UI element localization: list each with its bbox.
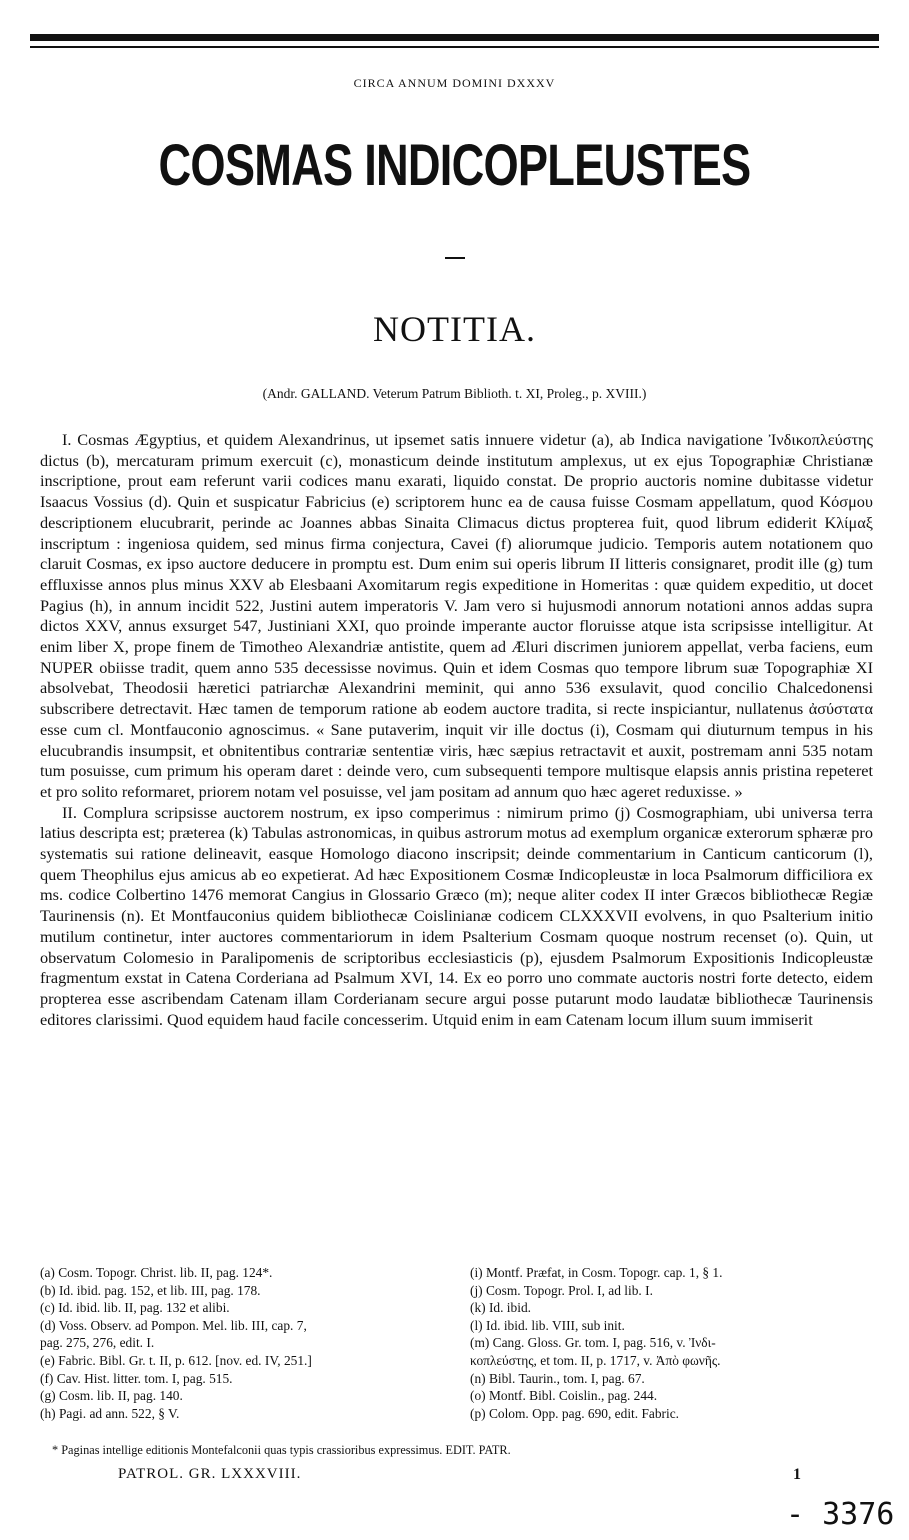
paragraph-2: II. Complura scripsisse auctorem nostrum, ex ipso comperimus : nimirum primo (j) Cosmographiam, ubi universa terra latius descripta est; præterea (k) Tabulas astronomicas, in quibus astrorum motus ad exemplum organicæ exterorum sphæræ pro systematis sui ratione delineavit, easque Homologo diacono inscripsit; deinde commentarium in Canticum canticorum (l), quem Theophilus ejus amicus ab eo expetierat. Ad hæc Expositionem Cosmæ Indicopleustæ in loca Psalmorum difficiliora ex ms. codice Colbertino 1476 memorat Cangius in Glossario Græco (m); neque aliter codex II inter Græcos bibliothecæ Regiæ Taurinensis (n). Et Montfauconius quidem bibliothecæ Coislinianæ codicem CLXXXVII evolvens, in quo Psalterium initio mutilum continetur, inter auctores commentariorum in idem Psalterium Cosmam quoque nostrum recenset (o). Quin, ut observatum Colomesio in Paralipomenis de scriptoribus ecclesiasticis (p), ejusdem Psalmorum Expositionis Indicopleustæ fragmentum exstat in Catena Corderiana ad Psalmum XVI, 14. Ex eo porro uno commate auctoris nostri forte detecto, eidem propterea esse ascribendam Catenam illam Corderianam secure argui posse putarunt modo laudatæ bibliothecæ Taurinensis editores clarissimi. Quod equidem haud facile concesserim. Utquid enim in eam Catenam locum illum suum immiserit xyxy=(40,802,873,1029)
editorial-footnote: * Paginas intellige editionis Montefalconii quas typis crassioribus expressimus. EDIT. PATR. xyxy=(52,1443,511,1457)
footnote: (o) Montf. Bibl. Coislin., pag. 244. xyxy=(470,1388,658,1404)
footnote: (f) Cav. Hist. litter. tom. I, pag. 515. xyxy=(40,1370,233,1386)
footnote: (m) Cang. Gloss. Gr. tom. I, pag. 516, v. Ἰνδι- xyxy=(470,1335,716,1351)
section-title: NOTITIA. xyxy=(373,309,536,349)
page-title: COSMAS INDICOPLEUSTES xyxy=(158,133,751,198)
footnote: (i) Montf. Præfat, in Cosm. Topogr. cap. 1, § 1. xyxy=(470,1265,723,1280)
top-rule xyxy=(30,34,879,41)
footnotes-right-column xyxy=(470,1264,880,1422)
footnote: (a) Cosm. Topogr. Christ. lib. II, pag. 124*. xyxy=(40,1265,273,1280)
title-divider xyxy=(445,257,465,259)
source-citation: (Andr. GALLAND. Veterum Patrum Biblioth. t. XI, Proleg., p. XVIII.) xyxy=(262,386,647,401)
footnote: (j) Cosm. Topogr. Prol. I, ad lib. I. xyxy=(470,1282,653,1298)
column-number: - 3376 xyxy=(786,1497,895,1532)
footnote: κοπλεύστης, et tom. II, p. 1717, v. Ἀπὸ φωνῆς. xyxy=(470,1352,721,1368)
footnote: (c) Id. ibid. lib. II, pag. 132 et alibi. xyxy=(40,1300,230,1316)
footnote: (k) Id. ibid. xyxy=(470,1300,531,1316)
footnote: (n) Bibl. Taurin., tom. I, pag. 67. xyxy=(470,1370,645,1386)
footnote: (d) Voss. Observ. ad Pompon. Mel. lib. III, cap. 7, xyxy=(40,1317,307,1333)
body-text xyxy=(40,430,873,1030)
footnote: (e) Fabric. Bibl. Gr. t. II, p. 612. [nov. ed. IV, 251.] xyxy=(40,1352,312,1368)
page-number: 1 xyxy=(793,1466,801,1483)
footnote: (b) Id. ibid. pag. 152, et lib. III, pag. 178. xyxy=(40,1282,261,1298)
footnotes xyxy=(40,1264,880,1422)
top-rule-thin xyxy=(30,46,879,48)
volume-signature: PATROL. GR. LXXXVIII. xyxy=(118,1466,302,1482)
footnotes-left-column xyxy=(40,1264,450,1422)
footnote: pag. 275, 276, edit. I. xyxy=(40,1335,155,1351)
footnote: (h) Pagi. ad ann. 522, § V. xyxy=(40,1405,180,1421)
paragraph-1: I. Cosmas Ægyptius, et quidem Alexandrinus, ut ipsemet satis innuere videtur (a), ab Indica navigatione Ἰνδικοπλεύστης dictus (b), mercaturam primum exercuit (c), monasticum deinde institutum amplexus, ut ex ejus Topographiæ Christianæ inscriptione, prout eam referunt varii codices manu exarati, liquido constat. De proprio auctoris nomine dubitasse videtur Isaacus Vossius (d). Quin et suspicatur Fabricius (e) scriptorem hunc ea de causa fuisse Cosmam appellatum, quod Κόσμου descriptionem elucubrarit, perinde ac Joannes abbas Sinaita Climacus dictus propterea fuit, quod librum ediderit Κλίμαξ inscriptum : ingeniosa quidem, sed minus firma conjectura, Cavei (f) aliorumque judicio. Temporis autem notationem quo claruit Cosmas, ex ipso auctore deducere in promptu est. Dum enim sui operis librum II litteris consignaret, prodit ille (g) tum effluxisse annos plus minus XXV ab Elesbaani Axomitarum regis expeditione in Homeritas : quæ quidem expeditio, ut docet Pagius (h), in annum incidit 522, Justini autem imperatoris V. Jam vero si hujusmodi annorum notationi annos addas supra dictos XXV, annus exsurget 547, Justiniani XXI, quo proinde imperante auctor floruisse atque ista scripsisse intelligitur. At enim liber X, prope finem de Timotheo Alexandriæ antistite, quem ad Æluri discrimen juniorem appellat, verba faciens, eum NUPER obiisse tradit, quem anno 535 decessisse novimus. Quin et idem Cosmas quo tempore librum suæ Topographiæ XI absolvebat, Theodosii hæretici patriarchæ Alexandrini meminit, qui anno 536 exsulavit, quod concilio Chalcedonensi subscribere detrectavit. Hæc tamen de temporum ratione ab eodem auctore tradita, si recte inspiciantur, nullatenus ἀσύστατα esse cum cl. Montfauconio agnoscimus. « Sane putaverim, inquit vir ille doctus (i), Cosmam qui diuturnum tempus in his elucubrandis insumpsit, et obnitentibus contrariæ sententiæ viris, hæc sæpius retractavit et auxit, postremam anni 535 notam tum posuisse, cum primum his operam daret : deinde vero, cum subsequenti tempore multisque elapsis annis pristina repeteret et pro solito reformaret, priorem notam vel posuisse, vel jam positam ad annum quo hæc ageret reduxisse. » xyxy=(40,430,873,801)
footnote: (p) Colom. Opp. pag. 690, edit. Fabric. xyxy=(470,1405,680,1421)
running-header: CIRCA ANNUM DOMINI DXXXV xyxy=(353,76,556,90)
footnote: (l) Id. ibid. lib. VIII, sub init. xyxy=(470,1317,625,1333)
footnote: (g) Cosm. lib. II, pag. 140. xyxy=(40,1388,183,1404)
